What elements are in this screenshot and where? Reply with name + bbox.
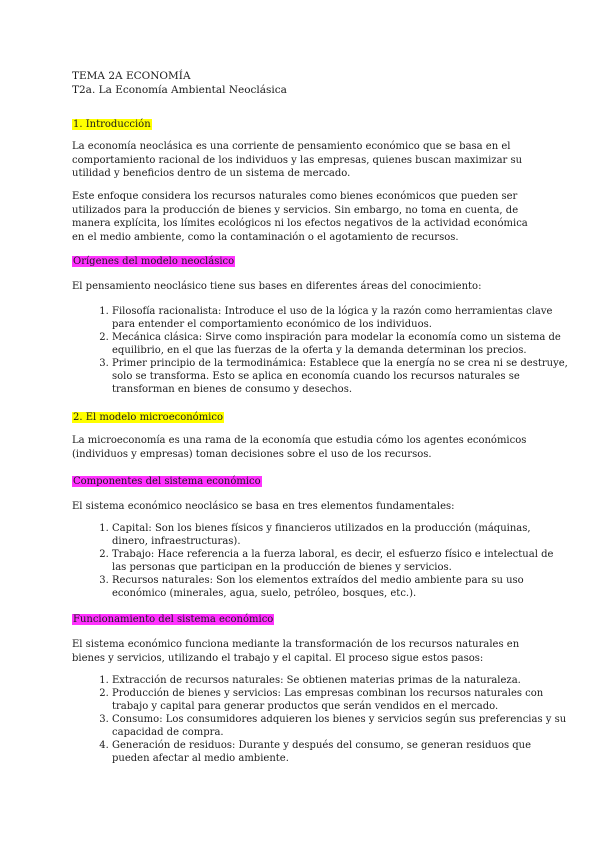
origins-list	[72, 305, 568, 396]
intro-paragraph-1: La economía neoclásica es una corriente de pensamiento económico que se basa en el comportamiento racional de los individuos y las empresas, quienes buscan maximizar su utilidad y beneficios dentro de un sistema de mercado.	[72, 141, 523, 179]
list-item: 3. Recursos naturales: Son los elementos extraídos del medio ambiente para su uso económico (minerales, agua, suelo, petróleo, bosques, etc.).	[112, 574, 568, 600]
highlight-magenta: Orígenes del modelo neoclásico	[73, 256, 235, 267]
subtopic-title: T2a. La Economía Ambiental Neoclásica	[72, 84, 287, 96]
list-item: 2. Trabajo: Hace referencia a la fuerza laboral, es decir, el esfuerzo físico e intelectual de las personas que participan en la producción de bienes y servicios.	[112, 548, 568, 574]
highlight-yellow: 2. El modelo microeconómico	[73, 412, 223, 423]
section-heading-functioning	[72, 613, 528, 627]
highlight-magenta: Funcionamiento del sistema económico	[73, 614, 274, 625]
list-item: 1. Extracción de recursos naturales: Se obtienen materias primas de la naturaleza.	[112, 674, 568, 687]
micro-paragraph: La microeconomía es una rama de la economía que estudia cómo los agentes económicos (individuos y empresas) toman decisiones sobre el uso de los recursos.	[72, 435, 527, 460]
section-heading-micro	[72, 411, 528, 425]
section-heading-intro	[72, 118, 528, 132]
list-item: 4. Generación de residuos: Durante y después del consumo, se generan residuos que pueden afectar al medio ambiente.	[112, 739, 568, 765]
origins-paragraph: El pensamiento neoclásico tiene sus bases en diferentes áreas del conocimiento:	[72, 281, 482, 292]
highlight-yellow: 1. Introducción	[73, 119, 151, 130]
list-item: 2. Producción de bienes y servicios: Las empresas combinan los recursos naturales con trabajo y capital para generar productos que serán vendidos en el mercado.	[112, 687, 568, 713]
doc-header	[72, 69, 528, 97]
list-item: 1. Capital: Son los bienes físicos y financieros utilizados en la producción (máquinas, dinero, infraestructuras).	[112, 522, 568, 548]
components-list	[72, 522, 568, 600]
list-item: 2. Mecánica clásica: Sirve como inspiración para modelar la economía como un sistema de equilibrio, en el que las fuerzas de la oferta y la demanda determinan los precios.	[112, 331, 568, 357]
highlight-magenta: Componentes del sistema económico	[73, 476, 261, 487]
section-heading-origins	[72, 255, 528, 269]
functioning-paragraph: El sistema económico funciona mediante la transformación de los recursos naturales en bienes y servicios, utilizando el trabajo y el capital. El proceso sigue estos pasos:	[72, 639, 520, 664]
functioning-list	[72, 674, 568, 765]
topic-title: TEMA 2A ECONOMÍA	[72, 70, 191, 82]
components-paragraph: El sistema económico neoclásico se basa en tres elementos fundamentales:	[72, 501, 455, 512]
intro-paragraph-2: Este enfoque considera los recursos naturales como bienes económicos que pueden ser utilizados para la producción de bienes y servicios. Sin embargo, no toma en cuenta, de manera explícita, los límites ecológicos ni los efectos negativos de la actividad económica en el medio ambiente, como la contaminación o el agotamiento de recursos.	[72, 191, 528, 243]
list-item: 1. Filosofía racionalista: Introduce el uso de la lógica y la razón como herramientas clave para entender el comportamiento económico de los individuos.	[112, 305, 568, 331]
section-heading-components	[72, 475, 528, 489]
list-item: 3. Consumo: Los consumidores adquieren los bienes y servicios según sus preferencias y su capacidad de compra.	[112, 713, 568, 739]
list-item: 3. Primer principio de la termodinámica: Establece que la energía no se crea ni se destruye, solo se transforma. Esto se aplica en economía cuando los recursos naturales se transforman en bienes de consumo y desechos.	[112, 357, 568, 396]
